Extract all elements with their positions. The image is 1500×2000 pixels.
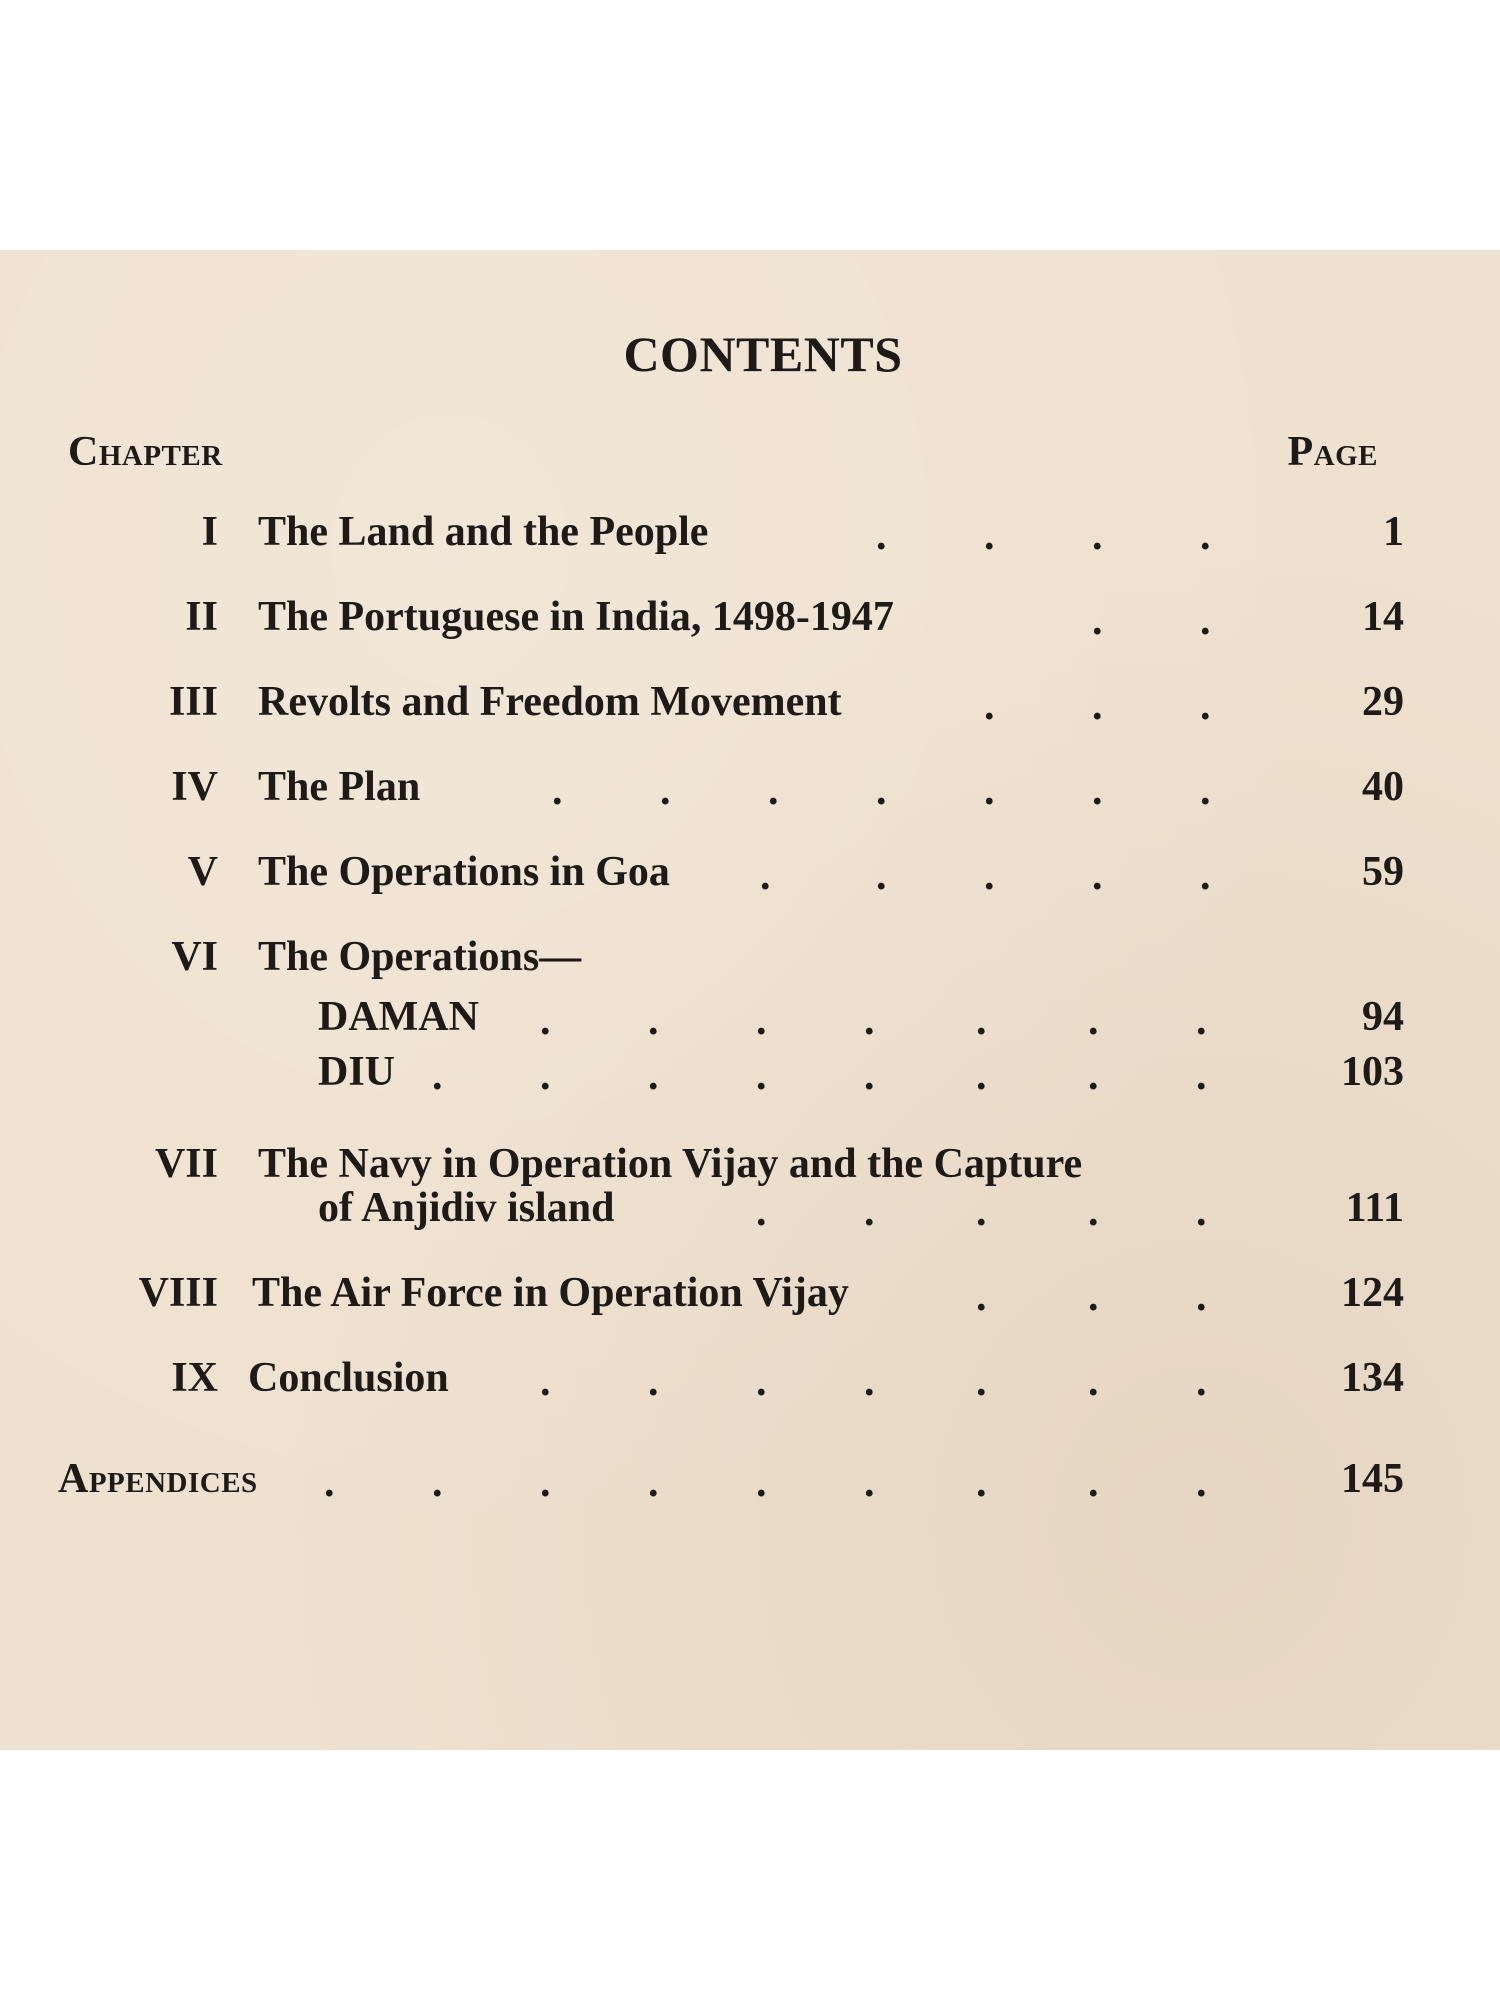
chapter-number: I [201,509,218,555]
toc-entry-7-continued[interactable] [0,1184,1500,1240]
chapter-number: VIII [138,1270,218,1316]
leader-dot: . [1200,513,1211,559]
leader-dot: . [1088,998,1099,1044]
leader-dot: . [984,683,995,729]
chapter-title: Conclusion [248,1355,449,1401]
chapter-title: The Portuguese in India, 1498-1947 [258,594,894,640]
leader-dot: . [984,513,995,559]
leader-dot: . [1200,598,1211,644]
leader-dot: . [976,1274,987,1320]
leader-dot: . [976,998,987,1044]
page-title: CONTENTS [623,326,903,382]
page-number: 124 [1341,1270,1404,1316]
subentry-title: DAMAN [318,994,479,1040]
toc-entry-6 [0,933,1500,989]
leader-dot: . [540,1053,551,1099]
leader-dot: . [1092,513,1103,559]
leader-dot: . [432,1460,443,1506]
leader-dot: . [1088,1359,1099,1405]
page-number: 103 [1341,1049,1404,1095]
chapter-number: VII [154,1141,218,1187]
appendices-label: Appendices [58,1456,258,1502]
chapter-title: The Operations in Goa [258,849,670,895]
page-number: 29 [1362,679,1404,725]
leader-dot: . [1092,598,1103,644]
chapter-number: V [187,849,218,895]
leader-dot: . [1196,1189,1207,1235]
leader-dot: . [1092,683,1103,729]
leader-dot: . [1200,683,1211,729]
leader-dot: . [1200,768,1211,814]
chapter-number: IX [171,1355,218,1401]
leader-dot: . [1196,1359,1207,1405]
page-number: 59 [1362,849,1404,895]
leader-dot: . [648,1460,659,1506]
leader-dot: . [1196,1460,1207,1506]
leader-dot: . [864,1053,875,1099]
leader-dot: . [540,998,551,1044]
leader-dot: . [324,1460,335,1506]
toc-entry-5[interactable] [0,848,1500,904]
toc-entry-2[interactable] [0,593,1500,649]
leader-dot: . [660,768,671,814]
chapter-title: The Plan [258,764,421,810]
leader-dot: . [756,1359,767,1405]
toc-entry-3[interactable] [0,678,1500,734]
chapter-title: The Air Force in Operation Vijay [252,1270,849,1316]
leader-dot: . [976,1053,987,1099]
toc-appendices[interactable] [0,1455,1500,1511]
chapter-title: The Operations— [258,934,582,980]
leader-dot: . [756,1189,767,1235]
toc-entry-4[interactable] [0,763,1500,819]
leader-dot: . [984,853,995,899]
leader-dot: . [1196,998,1207,1044]
chapter-column-header: Chapter [68,429,223,475]
leader-dot: . [976,1460,987,1506]
page-column-header: Page [1287,429,1378,475]
page-number: 1 [1383,509,1404,555]
leader-dot: . [768,768,779,814]
toc-entry-8[interactable] [0,1269,1500,1325]
toc-subentry-diu[interactable] [0,1048,1500,1104]
leader-dot: . [1200,853,1211,899]
leader-dot: . [540,1460,551,1506]
leader-dot: . [760,853,771,899]
chapter-title: The Land and the People [258,509,709,555]
chapter-title-continued: of Anjidiv island [318,1185,615,1231]
leader-dot: . [756,998,767,1044]
chapter-title: Revolts and Freedom Movement [258,679,842,725]
leader-dot: . [1092,768,1103,814]
page-number: 40 [1362,764,1404,810]
leader-dot: . [864,1460,875,1506]
leader-dot: . [976,1189,987,1235]
leader-dot: . [1088,1189,1099,1235]
contents-page [0,250,1500,1750]
page-number: 111 [1345,1185,1404,1231]
chapter-number: VI [171,934,218,980]
leader-dot: . [648,998,659,1044]
leader-dot: . [540,1359,551,1405]
leader-dot: . [648,1053,659,1099]
leader-dot: . [756,1460,767,1506]
leader-dot: . [976,1359,987,1405]
chapter-title: The Navy in Operation Vijay and the Capture [258,1141,1083,1187]
leader-dot: . [876,853,887,899]
subentry-title: DIU [318,1049,396,1095]
leader-dot: . [1088,1274,1099,1320]
leader-dot: . [1088,1460,1099,1506]
page-number: 94 [1362,994,1404,1040]
toc-entry-1[interactable] [0,508,1500,564]
page-number: 14 [1362,594,1404,640]
leader-dot: . [864,1189,875,1235]
leader-dot: . [864,998,875,1044]
leader-dot: . [1092,853,1103,899]
leader-dot: . [648,1359,659,1405]
leader-dot: . [876,768,887,814]
leader-dot: . [432,1053,443,1099]
chapter-number: III [168,679,218,725]
toc-entry-9[interactable] [0,1354,1500,1410]
leader-dot: . [1196,1274,1207,1320]
chapter-number: II [185,594,218,640]
leader-dot: . [756,1053,767,1099]
toc-subentry-daman[interactable] [0,993,1500,1049]
leader-dot: . [984,768,995,814]
page-number: 145 [1341,1456,1404,1502]
leader-dot: . [552,768,563,814]
leader-dot: . [864,1359,875,1405]
leader-dot: . [1088,1053,1099,1099]
leader-dot: . [1196,1053,1207,1099]
page-number: 134 [1341,1355,1404,1401]
leader-dot: . [876,513,887,559]
chapter-number: IV [171,764,218,810]
